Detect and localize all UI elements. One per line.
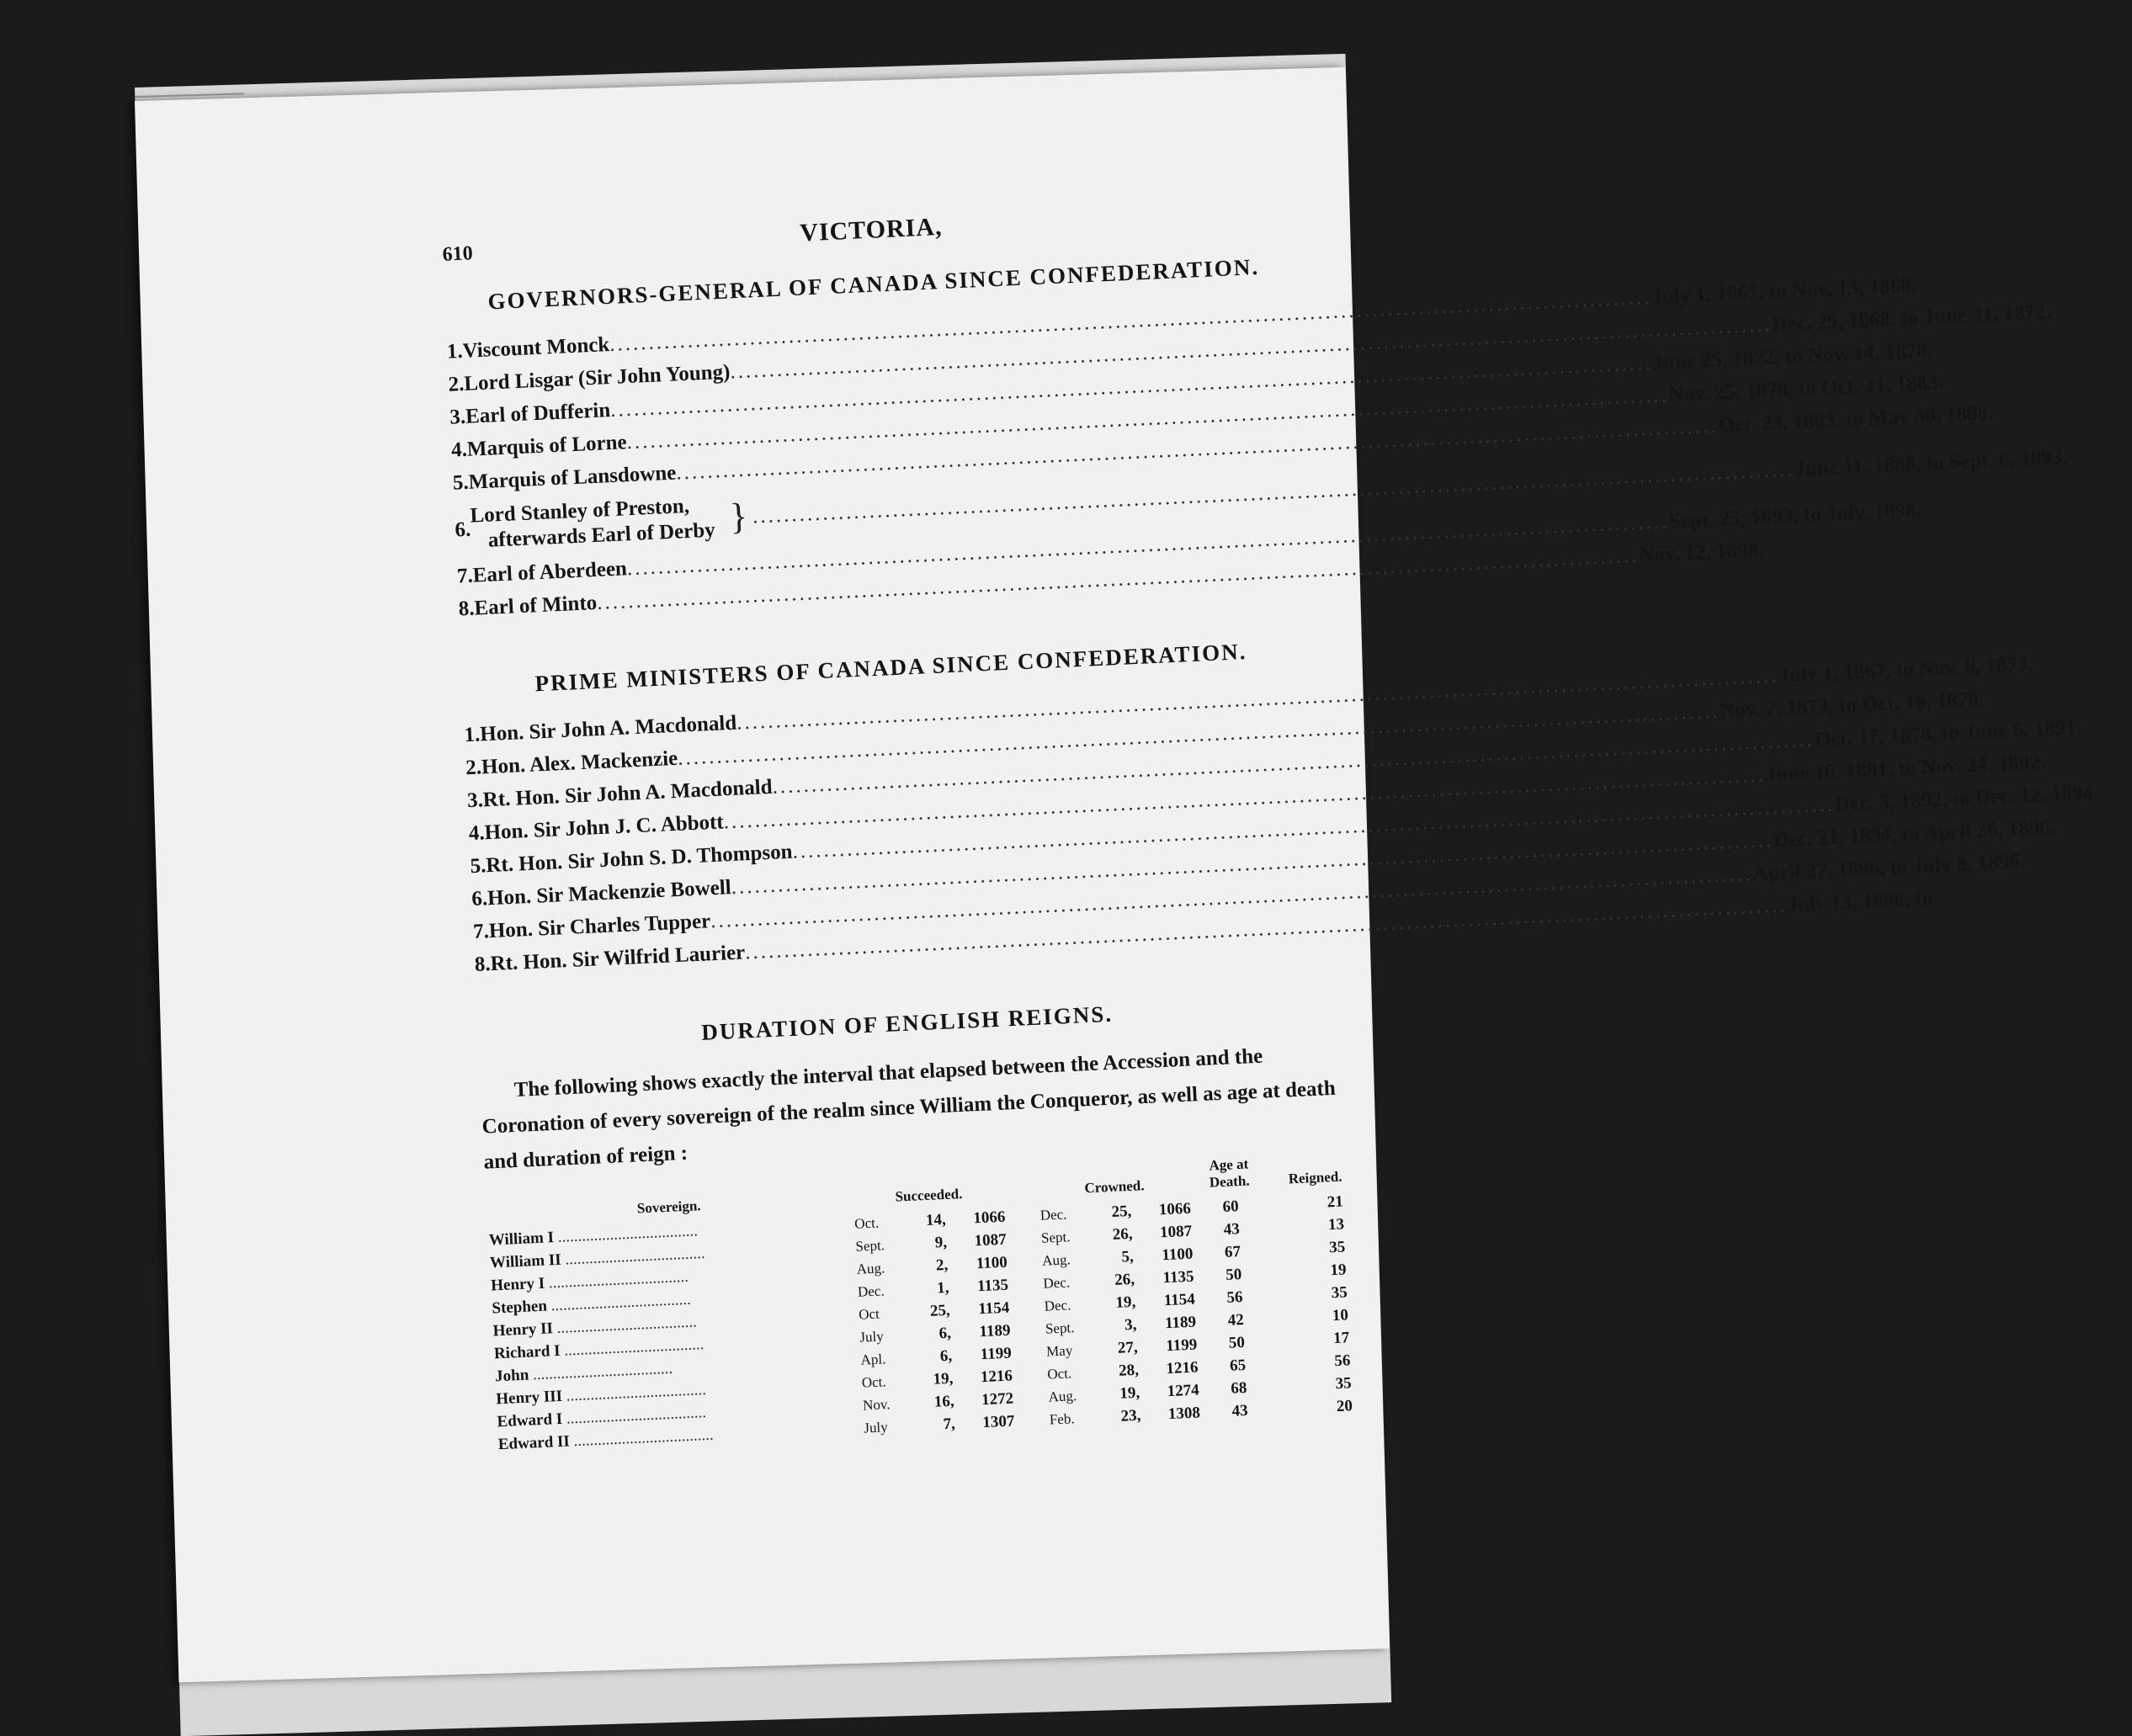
sovereign-name: Henry I [490, 1274, 545, 1294]
succeeded-day: 7, [943, 1415, 956, 1433]
spacer [1016, 1409, 1049, 1433]
spacer [1015, 1386, 1048, 1410]
spacer [1013, 1340, 1045, 1365]
sovereign-name: Richard I [493, 1341, 561, 1362]
list-name: Earl of Minto [473, 591, 598, 620]
spacer [1008, 1227, 1040, 1251]
list-name: Rt. Hon. Sir John A. Macdonald [482, 775, 774, 812]
succeeded-day: 16, [933, 1392, 955, 1411]
reigns-intro: The following shows exactly the interval that elapsed between the Accession and the Coronation of every sovereign of the realm since William the Conqueror, as well as age at death and duration of reign : [481, 1044, 1337, 1174]
succeeded-day: 14, [925, 1210, 947, 1229]
list-name-continued: afterwards Earl of Derby [487, 518, 716, 552]
succeeded-year: 1135 [976, 1276, 1009, 1295]
col-age: Age at Death. [1209, 1155, 1250, 1191]
leader-dots: ................................... [561, 1380, 707, 1405]
spacer [1008, 1250, 1041, 1274]
succeeded-year: 1199 [980, 1344, 1013, 1363]
spacer [1011, 1295, 1044, 1319]
list-term: June 25, 1872, to Nov. 14, 1878. [1651, 338, 1933, 374]
list-number: 5. [452, 470, 470, 495]
reigns-table [485, 1151, 1354, 1456]
crowned-year: 1189 [1164, 1313, 1197, 1332]
succeeded-day: 6, [938, 1324, 952, 1342]
col-crowned: Crowned. [1084, 1177, 1145, 1197]
col-sovereign: Sovereign. [636, 1197, 701, 1217]
crowned-month: May [1045, 1341, 1073, 1360]
list-name: Hon. Sir Mackenzie Bowell [486, 876, 732, 910]
leader-dots: ................................... [569, 1425, 715, 1450]
list-name: Earl of Aberdeen [472, 557, 628, 587]
succeeded-year: 1100 [976, 1253, 1008, 1272]
list-number: 8. [458, 597, 476, 621]
list-number: 4. [468, 821, 486, 846]
spacer [1013, 1363, 1046, 1388]
reigns-title: DURATION OF ENGLISH REIGNS. [700, 1001, 1114, 1045]
governors-title: GOVERNORS-GENERAL OF CANADA SINCE CONFEDERATION. [486, 253, 1260, 315]
col-succeeded: Succeeded. [895, 1185, 963, 1205]
sovereign-name: William I [488, 1228, 555, 1250]
list-name: Hon. Alex. Mackenzie [481, 746, 678, 779]
succeeded-year: 1272 [981, 1388, 1014, 1409]
crowned-year: 1087 [1159, 1222, 1193, 1241]
succeeded-month: Aug. [856, 1259, 885, 1277]
succeeded-month: Nov. [862, 1395, 891, 1414]
running-head: VICTORIA, [799, 212, 944, 247]
list-number: 7. [456, 564, 474, 588]
list-name: Marquis of Lansdowne [468, 461, 677, 494]
succeeded-month: Oct. [853, 1214, 880, 1232]
crowned-year: 1274 [1167, 1380, 1200, 1400]
age-at-death: 60 [1222, 1197, 1240, 1216]
crowned-day: 5, [1121, 1247, 1135, 1266]
years-reigned: 56 [1333, 1351, 1351, 1370]
succeeded-day: 25, [929, 1301, 951, 1320]
crowned-day: 26, [1114, 1270, 1135, 1289]
list-number: 6. [454, 518, 471, 542]
list-term: Nov. 12, 1898. [1638, 539, 1764, 567]
list-term: Nov. 25, 1878, to Oct. 21, 1883. [1668, 371, 1944, 406]
succeeded-day: 1, [936, 1278, 949, 1297]
succeeded-month: Oct [858, 1305, 880, 1323]
list-number: 4. [450, 438, 468, 462]
age-at-death: 43 [1223, 1219, 1241, 1239]
list-term: Sept. 25, 1893, to July, 1898. [1668, 498, 1922, 534]
sovereign-name: Henry II [492, 1319, 554, 1340]
list-term: Nov. 7, 1873, to Oct. 16, 1878. [1719, 687, 1985, 723]
leader-dots: ................................... [544, 1267, 689, 1293]
crowned-year: 1100 [1161, 1245, 1194, 1264]
list-number: 6. [471, 887, 488, 911]
list-term: Oct. 17, 1878, to June 6, 1891. [1814, 716, 2082, 751]
sovereign-name: Henry III [495, 1387, 563, 1408]
succeeded-year: 1154 [977, 1298, 1010, 1318]
crowned-year: 1154 [1163, 1290, 1196, 1309]
ministers-title: PRIME MINISTERS OF CANADA SINCE CONFEDERATION. [534, 639, 1247, 697]
crowned-day: 27, [1117, 1338, 1139, 1357]
list-term: Oct. 23, 1883, to May 30, 1888. [1717, 401, 1994, 438]
succeeded-month: Dec. [857, 1282, 885, 1300]
sovereign-name: Edward I [497, 1410, 563, 1431]
list-name: Lord Stanley of Preston, [469, 494, 690, 528]
list-number: 2. [448, 372, 465, 396]
list-number: 7. [472, 920, 490, 944]
years-reigned: 35 [1328, 1237, 1346, 1256]
list-name: Hon. Sir John A. Macdonald [479, 711, 737, 746]
succeeded-day: 9, [934, 1233, 948, 1252]
age-at-death: 67 [1224, 1242, 1241, 1261]
years-reigned: 35 [1331, 1282, 1348, 1302]
brace-mark: } [728, 495, 749, 538]
crowned-month: Dec. [1044, 1296, 1071, 1314]
list-name: Rt. Hon. Sir Wilfrid Laurier [490, 941, 746, 976]
leader-dots: ................................... [561, 1244, 705, 1269]
succeeded-year: 1216 [980, 1367, 1013, 1386]
leader-dots: ................................... [561, 1403, 707, 1428]
age-at-death: 50 [1225, 1265, 1242, 1284]
list-term: July 13, 1896, to [1786, 887, 1933, 917]
crowned-year: 1135 [1162, 1267, 1194, 1287]
list-term: June 16, 1891, to Nov. 24, 1892. [1765, 751, 2046, 787]
crowned-month: Feb. [1049, 1410, 1075, 1428]
leader-dots: ................................... [553, 1221, 699, 1246]
spacer [1009, 1272, 1042, 1297]
list-number: 1. [446, 339, 464, 364]
succeeded-day: 6, [939, 1346, 953, 1365]
succeeded-month: Apl. [860, 1350, 886, 1368]
list-number: 8. [474, 953, 492, 976]
crowned-month: Dec. [1043, 1273, 1071, 1292]
sovereign-name: John [494, 1366, 529, 1385]
succeeded-month: July [863, 1418, 889, 1436]
list-number: 5. [470, 854, 486, 879]
list-term: Dec. 5, 1892, to Dec. 12, 1894. [1834, 781, 2099, 816]
page-content [442, 197, 2099, 1457]
list-name: Rt. Hon. Sir John S. D. Thompson [485, 840, 794, 878]
book-page [135, 67, 2099, 1682]
list-name: Marquis of Lorne [466, 431, 628, 461]
succeeded-day: 19, [933, 1369, 954, 1388]
crowned-day: 19, [1114, 1293, 1136, 1312]
years-reigned: 17 [1332, 1328, 1350, 1347]
list-term: April 27, 1896, to July 8, 1896. [1752, 850, 2026, 885]
page-number: 610 [442, 242, 474, 266]
years-reigned: 19 [1329, 1260, 1347, 1279]
succeeded-day: 2, [935, 1256, 949, 1274]
crowned-year: 1216 [1165, 1358, 1199, 1378]
list-term: July 1, 1867, to Nov. 13, 1868. [1651, 273, 1917, 309]
leader-dots: ................................... [560, 1335, 704, 1360]
list-name: Hon. Sir Charles Tupper [488, 910, 711, 943]
crowned-day: 3, [1124, 1315, 1137, 1334]
succeeded-year: 1087 [974, 1230, 1008, 1250]
crowned-year: 1199 [1165, 1335, 1198, 1355]
succeeded-month: July [859, 1327, 885, 1346]
succeeded-month: Sept. [855, 1236, 885, 1255]
years-reigned: 10 [1332, 1305, 1349, 1325]
list-number: 3. [449, 405, 466, 429]
list-term: Dec. 29, 1868, to June 21, 1872. [1771, 300, 2052, 337]
crowned-month: Dec. [1039, 1205, 1067, 1224]
sovereign-name: Stephen [492, 1297, 548, 1317]
page-edge-line [135, 93, 244, 98]
age-at-death: 50 [1228, 1333, 1246, 1352]
name-block [470, 493, 716, 555]
list-name: Earl of Dufferin [465, 399, 611, 428]
years-reigned: 20 [1336, 1396, 1353, 1415]
age-at-death: 68 [1230, 1378, 1247, 1398]
years-reigned: 13 [1327, 1214, 1345, 1234]
age-at-death: 65 [1229, 1356, 1247, 1375]
list-number: 3. [466, 788, 484, 813]
list-name: Lord Lisgar (Sir John Young) [463, 360, 731, 396]
succeeded-month: Oct. [861, 1372, 887, 1391]
spacer [1012, 1318, 1045, 1342]
years-reigned: 35 [1335, 1373, 1353, 1393]
sovereign-name: William II [489, 1250, 562, 1272]
list-term: June 11, 1888, to Sept. 6, 1893. [1794, 445, 2068, 480]
spacer [1007, 1204, 1039, 1229]
list-name: Hon. Sir John J. C. Abbott [484, 810, 725, 845]
crowned-day: 19, [1119, 1383, 1140, 1403]
succeeded-year: 1307 [981, 1411, 1015, 1431]
crowned-day: 25, [1111, 1202, 1132, 1221]
crowned-month: Sept. [1040, 1228, 1071, 1246]
crowned-day: 28, [1118, 1361, 1140, 1380]
leader-dots: ................................... [552, 1312, 698, 1337]
col-reigned: Reigned. [1288, 1168, 1342, 1187]
age-at-death: 43 [1231, 1401, 1249, 1420]
list-term: July 1, 1867, to Nov. 6, 1873. [1778, 652, 2034, 687]
crowned-day: 26, [1112, 1224, 1133, 1244]
age-at-death: 56 [1226, 1287, 1243, 1307]
crowned-month: Aug. [1041, 1250, 1071, 1269]
age-at-death: 42 [1227, 1310, 1245, 1330]
list-name: Viscount Monck [462, 332, 610, 363]
crowned-day: 23, [1120, 1406, 1141, 1425]
succeeded-year: 1066 [972, 1208, 1006, 1227]
leader-dots: ................................... [546, 1290, 692, 1314]
crowned-month: Sept. [1045, 1319, 1075, 1337]
succeeded-year: 1189 [979, 1321, 1011, 1340]
leader-dots: ................................... [528, 1359, 673, 1384]
crowned-month: Oct. [1046, 1364, 1072, 1383]
list-term: Dec. 21, 1894, to April 26, 1896. [1773, 815, 2056, 852]
crowned-month: Aug. [1048, 1387, 1077, 1405]
sovereign-name: Edward II [497, 1431, 571, 1453]
list-number: 1. [463, 723, 481, 747]
list-number: 2. [465, 756, 482, 780]
crowned-year: 1308 [1167, 1403, 1201, 1423]
years-reigned: 21 [1327, 1192, 1344, 1211]
crowned-year: 1066 [1158, 1199, 1192, 1218]
